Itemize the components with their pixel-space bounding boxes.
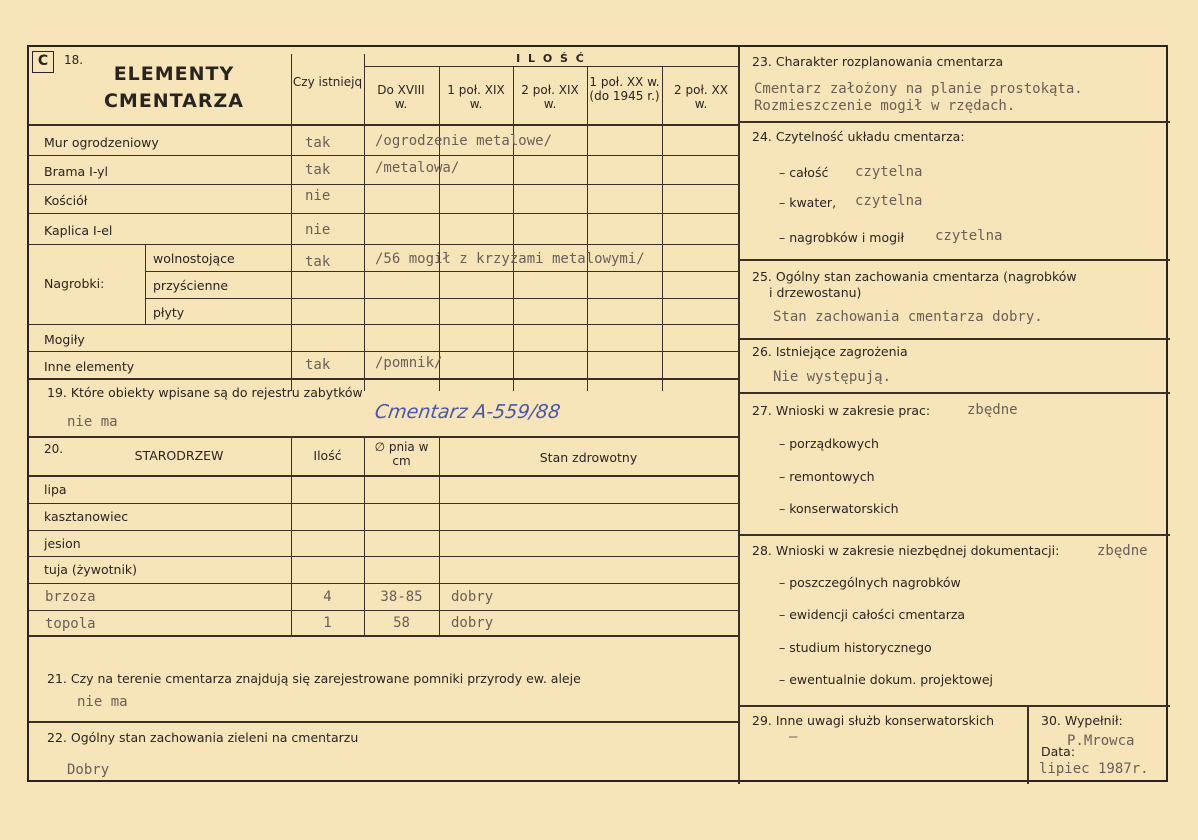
col-diam-header: ∅ pnia w cm [374,440,429,468]
s23-line1: Cmentarz założony na planie prostokąta. [754,81,1083,97]
s26-value: Nie występują. [773,369,892,385]
s30-date-label: Data: [1041,744,1076,759]
tree-row-name: kasztanowiec [44,509,129,524]
tree-row-name: jesion [44,536,81,551]
s28-item: – poszczególnych nagrobków [779,575,961,590]
s18-row-note: /pomnik/ [375,355,443,371]
s26-label: 26. Istniejące zagrożenia [752,344,908,359]
s21-label: 21. Czy na terenie cmentarza znajdują się zarejestrowane pomniki przyrody ew. aleje [47,671,581,686]
s23-label: 23. Charakter rozplanowania cmentarza [752,54,1004,69]
tree-row-diam: 38-85 [380,589,423,605]
col-tree-header: STARODRZEW [134,448,224,463]
col-health-header: Stan zdrowotny [539,450,638,465]
s23-line2: Rozmieszczenie mogił w rzędach. [754,98,1016,114]
s18-row-note: /56 mogił z krzyżami metalowymi/ [375,251,645,267]
s18-row-exists: nie [305,188,331,204]
s30-name: P.Mrowca [1067,733,1135,749]
s19-value: nie ma [67,414,118,430]
s19-handwritten-note: Cmentarz A-559/88 [373,401,562,423]
s28-item: – studium historycznego [779,640,932,655]
col-exists-header: Czy istniejq [292,75,363,89]
s29-label: 29. Inne uwagi służb konserwatorskich [752,713,994,728]
cemetery-record-card [27,45,1168,782]
s22-label: 22. Ogólny stan zachowania zieleni na cmentarzu [47,730,359,745]
s25-label-line2: i drzewostanu) [769,285,862,300]
s24-item-label: – całość [779,165,829,180]
s18-number: 18. [64,53,84,67]
s18-row-note: /metalowa/ [375,160,460,176]
s18-row-label: płyty [153,305,185,320]
tree-row-health: dobry [451,615,494,631]
period-header-4: 2 poł. XX w. [674,83,728,111]
s27-label: 27. Wnioski w zakresie prac: [752,403,931,418]
s18-row-label: Inne elementy [44,359,135,374]
tree-row-name: lipa [44,482,67,497]
tree-row-qty: 1 [323,615,332,631]
s18-row-label: wolnostojące [153,251,235,266]
col-qty-header: Ilość [313,448,342,463]
s29-value: — [789,729,798,745]
s18-row-label: Mur ogrodzeniowy [44,135,159,150]
s19-label: 19. Które obiekty wpisane są do rejestru zabytków [47,385,363,400]
s24-item-value: czytelna [935,228,1003,244]
s20-number: 20. [44,442,64,456]
s27-item: – konserwatorskich [779,501,899,516]
s24-item-value: czytelna [855,164,923,180]
s18-row-label: Mogiły [44,332,85,347]
s18-title-line2: CMENTARZA [103,90,245,112]
s27-item: – remontowych [779,469,875,484]
s24-item-value: czytelna [855,193,923,209]
s18-row-exists: nie [305,222,331,238]
period-header-3: 1 poł. XX w. (do 1945 r.) [589,75,660,103]
s21-value: nie ma [77,694,128,710]
s25-label-line1: 25. Ogólny stan zachowania cmentarza (nagrobków [752,269,1077,284]
s18-row-exists: tak [305,254,331,270]
section-letter-box: C [32,51,54,73]
s28-item: – ewidencji całości cmentarza [779,607,966,622]
nagrobki-label: Nagrobki: [44,276,105,291]
s28-label: 28. Wnioski w zakresie niezbędnej dokumentacji: [752,543,1060,558]
s30-label: 30. Wypełnił: [1041,713,1123,728]
s18-row-note: /ogrodzenie metalowe/ [375,133,553,149]
s28-value: zbędne [1097,543,1148,559]
s18-row-label: przyścienne [153,278,229,293]
panel-divider [738,47,740,784]
s18-row-exists: tak [305,357,331,373]
s18-title-line1: ELEMENTY [113,63,235,85]
s25-value: Stan zachowania cmentarza dobry. [773,309,1043,325]
tree-row-qty: 4 [323,589,332,605]
s18-row-label: Kościół [44,193,88,208]
s18-row-label: Kaplica I-el [44,223,113,238]
col-ilosc-header: I L O Ś Ć [516,52,586,65]
s18-row-exists: tak [305,135,331,151]
s27-item: – porządkowych [779,436,879,451]
s18-title [77,61,271,115]
tree-row-name: tuja (żywotnik) [44,562,138,577]
tree-row-diam: 58 [393,615,410,631]
tree-row-health: dobry [451,589,494,605]
s28-item: – ewentualnie dokum. projektowej [779,672,994,687]
s24-item-label: – kwater, [779,195,837,210]
period-header-1: 1 poł. XIX w. [447,83,505,111]
s30-date: lipiec 1987r. [1039,761,1149,777]
s18-row-label: Brama I-yl [44,164,109,179]
s24-label: 24. Czytelność układu cmentarza: [752,129,965,144]
tree-row-name: brzoza [45,589,96,605]
period-header-0: Do XVIII w. [377,83,425,111]
s18-row-exists: tak [305,162,331,178]
tree-row-name: topola [45,616,96,632]
period-header-2: 2 poł. XIX w. [521,83,579,111]
s27-value: zbędne [967,402,1018,418]
s22-value: Dobry [67,762,110,778]
s24-item-label: – nagrobków i mogił [779,230,905,245]
